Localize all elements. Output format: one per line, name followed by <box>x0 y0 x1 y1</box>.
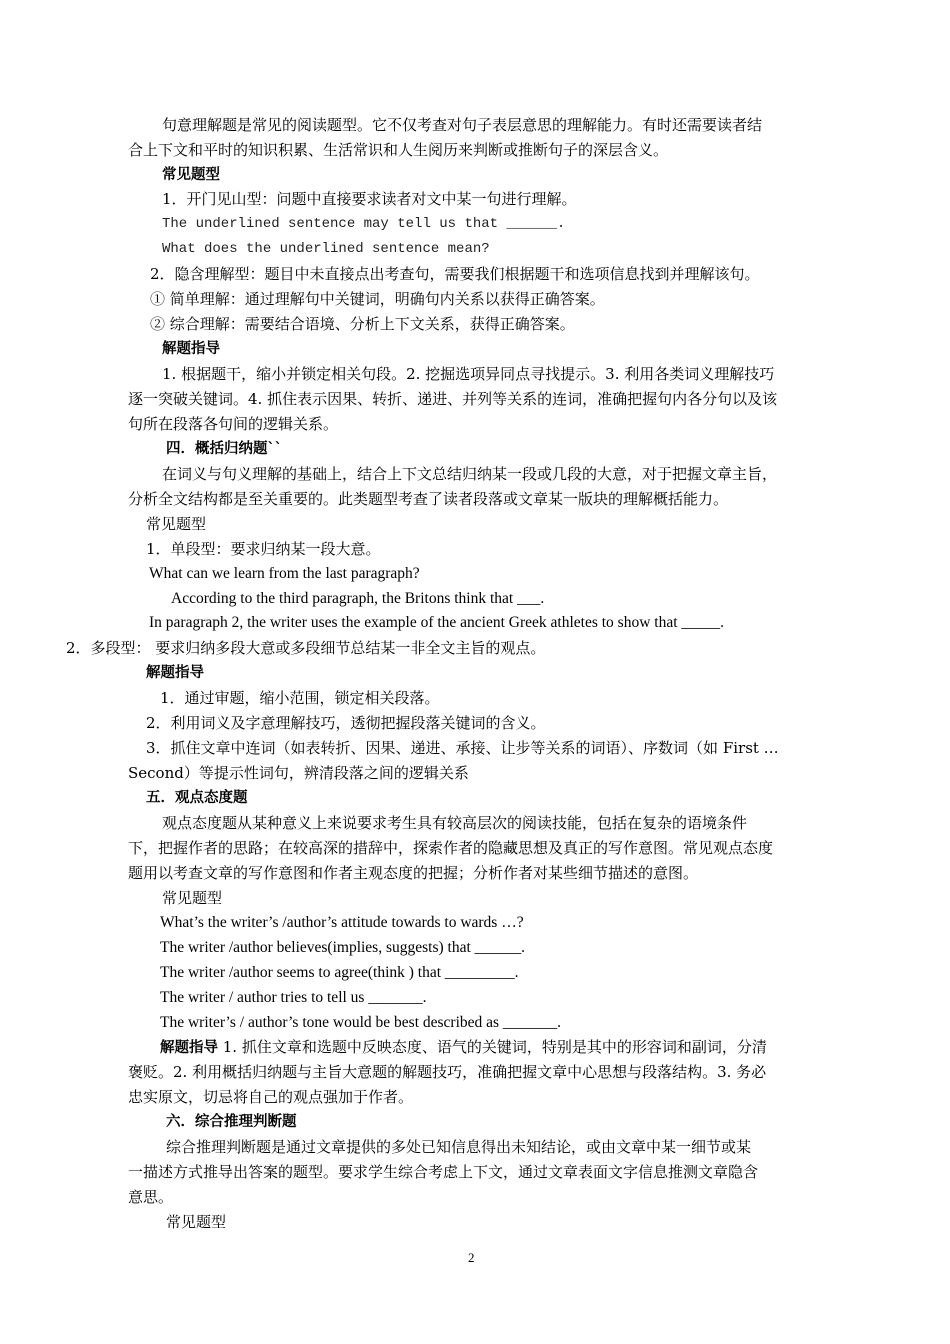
list-item: ① 简单理解：通过理解句中关键词，明确句内关系以获得正确答案。 <box>150 290 605 308</box>
paragraph-line: 综合推理判断题是通过文章提供的多处已知信息得出未知结论，或由文章中某一细节或某 <box>166 1138 752 1156</box>
paragraph-line: 题用以考查文章的写作意图和作者主观态度的把握；分析作者对某些细节描述的意图。 <box>128 864 699 882</box>
section-subheading: 常见题型 <box>146 515 207 533</box>
example-question: The writer /author believes(implies, suggests) that ______. <box>160 939 526 956</box>
example-question: What’s the writer’s /author’s attitude towards to wards …? <box>160 914 524 931</box>
example-question: The writer’s / author’s tone would be best described as _______. <box>160 1014 562 1031</box>
section-heading: 五．观点态度题 <box>146 790 248 806</box>
list-item: 1．通过审题，缩小范围，锁定相关段落。 <box>160 689 440 707</box>
paragraph-line: 下，把握作者的思路；在较高深的措辞中，探索作者的隐藏思想及真正的写作意图。常见观点态度 <box>128 839 774 857</box>
example-question: What can we learn from the last paragraph? <box>149 565 420 582</box>
example-question: The writer /author seems to agree(think ) that _________. <box>160 964 519 981</box>
inline-heading: 解题指导 <box>160 1040 218 1056</box>
example-question: What does the underlined sentence mean? <box>162 241 490 257</box>
list-item: 2．隐含理解型：题目中未直接点出考查句，需要我们根据题干和选项信息找到并理解该句。 <box>150 265 760 283</box>
paragraph-line: 忠实原文，切忌将自己的观点强加于作者。 <box>128 1088 414 1106</box>
list-item: 1．开门见山型：问题中直接要求读者对文中某一句进行理解。 <box>162 190 577 208</box>
list-item: ② 综合理解：需要结合语境、分析上下文关系，获得正确答案。 <box>150 315 575 333</box>
list-item: Second）等提示性词句，辨清段落之间的逻辑关系 <box>128 764 469 782</box>
paragraph-line: 句意理解题是常见的阅读题型。它不仅考查对句子表层意思的理解能力。有时还需要读者结 <box>162 116 763 134</box>
paragraph-line: 一描述方式推导出答案的题型。要求学生综合考虑上下文，通过文章表面文字信息推测文章隐含 <box>128 1163 759 1181</box>
section-subheading: 解题指导 <box>146 665 204 681</box>
example-question: According to the third paragraph, the Britons think that ___. <box>171 590 545 607</box>
paragraph-line: 句所在段落各句间的逻辑关系。 <box>128 415 339 433</box>
paragraph-line <box>160 1036 767 1059</box>
paragraph-line: 1. 根据题干，缩小并锁定相关句段。2. 挖掘选项异同点寻找提示。3. 利用各类词义理解技巧 <box>162 365 775 383</box>
list-item: 1．单段型：要求归纳某一段大意。 <box>146 540 381 558</box>
section-heading: 六．综合推理判断题 <box>166 1114 297 1130</box>
section-subheading: 常见题型 <box>162 889 223 907</box>
section-heading: 四．概括归纳题`` <box>166 441 282 457</box>
inline-text: 1. 抓住文章和选题中反映态度、语气的关键词，特别是其中的形容词和副词，分清 <box>218 1038 767 1056</box>
list-item: 2．利用词义及字意理解技巧，透彻把握段落关键词的含义。 <box>146 714 546 732</box>
paragraph-line: 在词义与句义理解的基础上，结合上下文总结归纳某一段或几段的大意，对于把握文章主旨， <box>162 465 778 483</box>
page-number: 2 <box>468 1250 475 1265</box>
paragraph-line: 意思。 <box>128 1188 174 1206</box>
paragraph-line: 合上下文和平时的知识积累、生活常识和人生阅历来判断或推断句子的深层含义。 <box>128 141 669 159</box>
paragraph-line: 观点态度题从某种意义上来说要求考生具有较高层次的阅读技能，包括在复杂的语境条件 <box>162 814 748 832</box>
section-subheading: 解题指导 <box>162 341 220 357</box>
section-subheading: 常见题型 <box>162 167 220 183</box>
list-item: 2．多段型： 要求归纳多段大意或多段细节总结某一非全文主旨的观点。 <box>66 639 546 657</box>
paragraph-line: 褒贬。2. 利用概括归纳题与主旨大意题的解题技巧，准确把握文章中心思想与段落结构。3. 务必 <box>128 1063 767 1081</box>
paragraph-line: 分析全文结构都是至关重要的。此类题型考查了读者段落或文章某一版块的理解概括能力。 <box>128 490 729 508</box>
section-subheading: 常见题型 <box>166 1213 227 1231</box>
list-item: 3．抓住文章中连词（如表转折、因果、递进、承接、让步等关系的词语）、序数词（如 First … <box>146 739 779 757</box>
paragraph-line: 逐一突破关键词。4. 抓住表示因果、转折、递进、并列等关系的连词，准确把握句内各分句以及该 <box>128 390 778 408</box>
example-question: The writer / author tries to tell us _______. <box>160 989 427 1006</box>
example-question: In paragraph 2, the writer uses the example of the ancient Greek athletes to show that _____. <box>149 614 725 631</box>
example-question: The underlined sentence may tell us that ______. <box>162 216 566 232</box>
